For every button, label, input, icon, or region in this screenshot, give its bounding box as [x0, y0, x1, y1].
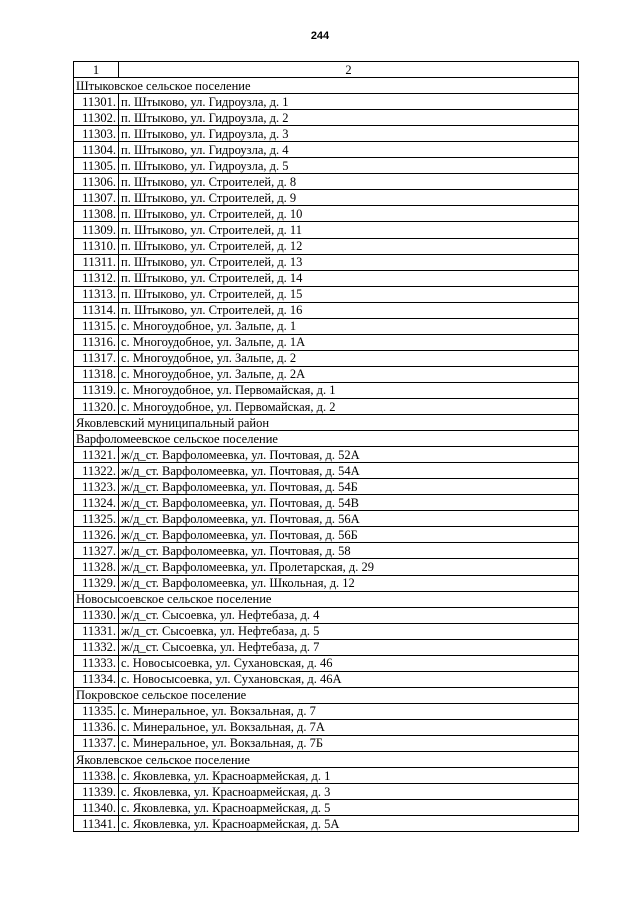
row-number: 11319. — [74, 382, 119, 398]
address-table — [73, 61, 579, 832]
table-row — [74, 703, 579, 719]
row-address: ж/д_ст. Варфоломеевка, ул. Почтовая, д. 52А — [119, 447, 579, 463]
row-address: п. Штыково, ул. Гидроузла, д. 1 — [119, 94, 579, 110]
row-address: с. Многоудобное, ул. Первомайская, д. 2 — [119, 398, 579, 414]
row-address: ж/д_ст. Варфоломеевка, ул. Почтовая, д. 54А — [119, 463, 579, 479]
table-row — [74, 142, 579, 158]
row-number: 11337. — [74, 735, 119, 751]
row-number: 11325. — [74, 511, 119, 527]
row-address: с. Многоудобное, ул. Зальпе, д. 1А — [119, 334, 579, 350]
header-row — [74, 62, 579, 78]
table-row — [74, 719, 579, 735]
table-row — [74, 350, 579, 366]
row-number: 11326. — [74, 527, 119, 543]
row-number: 11307. — [74, 190, 119, 206]
row-address: п. Штыково, ул. Строителей, д. 10 — [119, 206, 579, 222]
row-number: 11303. — [74, 126, 119, 142]
table-row — [74, 254, 579, 270]
row-number: 11332. — [74, 639, 119, 655]
row-address: п. Штыково, ул. Строителей, д. 13 — [119, 254, 579, 270]
row-number: 11331. — [74, 623, 119, 639]
row-number: 11308. — [74, 206, 119, 222]
row-address: п. Штыково, ул. Строителей, д. 8 — [119, 174, 579, 190]
row-number: 11317. — [74, 350, 119, 366]
table-row — [74, 270, 579, 286]
section-row — [74, 431, 579, 447]
table-row — [74, 286, 579, 302]
row-number: 11340. — [74, 800, 119, 816]
table-row — [74, 206, 579, 222]
row-address: с. Многоудобное, ул. Зальпе, д. 2 — [119, 350, 579, 366]
row-address: п. Штыково, ул. Строителей, д. 15 — [119, 286, 579, 302]
row-address: п. Штыково, ул. Гидроузла, д. 4 — [119, 142, 579, 158]
row-address: с. Многоудобное, ул. Первомайская, д. 1 — [119, 382, 579, 398]
row-address: с. Яковлевка, ул. Красноармейская, д. 5 — [119, 800, 579, 816]
table-row — [74, 671, 579, 687]
table-row — [74, 174, 579, 190]
row-number: 11311. — [74, 254, 119, 270]
section-title: Варфоломеевское сельское поселение — [74, 431, 579, 447]
row-number: 11321. — [74, 447, 119, 463]
row-address: с. Многоудобное, ул. Зальпе, д. 1 — [119, 318, 579, 334]
table-row — [74, 190, 579, 206]
row-number: 11310. — [74, 238, 119, 254]
table-row — [74, 768, 579, 784]
table-row — [74, 398, 579, 414]
row-number: 11312. — [74, 270, 119, 286]
row-number: 11322. — [74, 463, 119, 479]
section-row — [74, 78, 579, 94]
row-address: ж/д_ст. Сысоевка, ул. Нефтебаза, д. 5 — [119, 623, 579, 639]
row-address: с. Яковлевка, ул. Красноармейская, д. 3 — [119, 784, 579, 800]
table-row — [74, 94, 579, 110]
row-number: 11335. — [74, 703, 119, 719]
row-number: 11320. — [74, 398, 119, 414]
row-address: с. Яковлевка, ул. Красноармейская, д. 5А — [119, 816, 579, 832]
row-number: 11328. — [74, 559, 119, 575]
row-address: с. Минеральное, ул. Вокзальная, д. 7А — [119, 719, 579, 735]
table-row — [74, 816, 579, 832]
table-row — [74, 655, 579, 671]
section-row — [74, 415, 579, 431]
row-number: 11318. — [74, 366, 119, 382]
table-row — [74, 110, 579, 126]
row-address: п. Штыково, ул. Строителей, д. 9 — [119, 190, 579, 206]
row-address: ж/д_ст. Сысоевка, ул. Нефтебаза, д. 4 — [119, 607, 579, 623]
row-address: ж/д_ст. Варфоломеевка, ул. Почтовая, д. 54Б — [119, 479, 579, 495]
row-number: 11336. — [74, 719, 119, 735]
row-address: ж/д_ст. Варфоломеевка, ул. Почтовая, д. 58 — [119, 543, 579, 559]
table-row — [74, 639, 579, 655]
section-title: Яковлевское сельское поселение — [74, 752, 579, 768]
table-row — [74, 527, 579, 543]
row-number: 11314. — [74, 302, 119, 318]
row-number: 11302. — [74, 110, 119, 126]
header-col-2: 2 — [119, 62, 579, 78]
section-title: Покровское сельское поселение — [74, 687, 579, 703]
row-address: п. Штыково, ул. Строителей, д. 12 — [119, 238, 579, 254]
row-address: с. Минеральное, ул. Вокзальная, д. 7 — [119, 703, 579, 719]
section-title: Новосысоевское сельское поселение — [74, 591, 579, 607]
table-row — [74, 447, 579, 463]
table-row — [74, 158, 579, 174]
table-row — [74, 495, 579, 511]
table-row — [74, 382, 579, 398]
row-address: с. Новосысоевка, ул. Сухановская, д. 46А — [119, 671, 579, 687]
table-row — [74, 318, 579, 334]
row-number: 11334. — [74, 671, 119, 687]
row-number: 11324. — [74, 495, 119, 511]
row-address: ж/д_ст. Варфоломеевка, ул. Почтовая, д. 54В — [119, 495, 579, 511]
row-number: 11341. — [74, 816, 119, 832]
row-address: п. Штыково, ул. Строителей, д. 11 — [119, 222, 579, 238]
row-address: п. Штыково, ул. Гидроузла, д. 3 — [119, 126, 579, 142]
row-number: 11338. — [74, 768, 119, 784]
row-number: 11301. — [74, 94, 119, 110]
table-row — [74, 302, 579, 318]
row-address: с. Яковлевка, ул. Красноармейская, д. 1 — [119, 768, 579, 784]
row-address: п. Штыково, ул. Строителей, д. 16 — [119, 302, 579, 318]
row-number: 11305. — [74, 158, 119, 174]
page-number: 244 — [310, 30, 330, 42]
row-address: с. Многоудобное, ул. Зальпе, д. 2А — [119, 366, 579, 382]
table-row — [74, 334, 579, 350]
table-row — [74, 575, 579, 591]
table-row — [74, 222, 579, 238]
row-number: 11313. — [74, 286, 119, 302]
table-row — [74, 463, 579, 479]
table-row — [74, 238, 579, 254]
table-row — [74, 366, 579, 382]
row-address: п. Штыково, ул. Строителей, д. 14 — [119, 270, 579, 286]
row-number: 11309. — [74, 222, 119, 238]
row-number: 11329. — [74, 575, 119, 591]
row-address: ж/д_ст. Варфоломеевка, ул. Почтовая, д. 56А — [119, 511, 579, 527]
address-table-body — [74, 62, 579, 832]
table-row — [74, 559, 579, 575]
row-number: 11304. — [74, 142, 119, 158]
row-number: 11333. — [74, 655, 119, 671]
row-address: ж/д_ст. Сысоевка, ул. Нефтебаза, д. 7 — [119, 639, 579, 655]
table-row — [74, 543, 579, 559]
section-row — [74, 687, 579, 703]
row-number: 11306. — [74, 174, 119, 190]
row-number: 11330. — [74, 607, 119, 623]
row-address: п. Штыково, ул. Гидроузла, д. 5 — [119, 158, 579, 174]
row-address: ж/д_ст. Варфоломеевка, ул. Школьная, д. 12 — [119, 575, 579, 591]
section-title: Яковлевский муниципальный район — [74, 415, 579, 431]
section-title: Штыковское сельское поселение — [74, 78, 579, 94]
row-number: 11315. — [74, 318, 119, 334]
row-address: с. Новосысоевка, ул. Сухановская, д. 46 — [119, 655, 579, 671]
row-address: ж/д_ст. Варфоломеевка, ул. Почтовая, д. 56Б — [119, 527, 579, 543]
row-address: с. Минеральное, ул. Вокзальная, д. 7Б — [119, 735, 579, 751]
row-number: 11323. — [74, 479, 119, 495]
row-number: 11316. — [74, 334, 119, 350]
table-row — [74, 800, 579, 816]
section-row — [74, 752, 579, 768]
row-address: ж/д_ст. Варфоломеевка, ул. Пролетарская, д. 29 — [119, 559, 579, 575]
table-row — [74, 784, 579, 800]
table-row — [74, 735, 579, 751]
section-row — [74, 591, 579, 607]
table-row — [74, 126, 579, 142]
table-row — [74, 623, 579, 639]
table-row — [74, 511, 579, 527]
row-number: 11327. — [74, 543, 119, 559]
row-number: 11339. — [74, 784, 119, 800]
table-row — [74, 479, 579, 495]
header-col-1: 1 — [74, 62, 119, 78]
row-address: п. Штыково, ул. Гидроузла, д. 2 — [119, 110, 579, 126]
table-row — [74, 607, 579, 623]
